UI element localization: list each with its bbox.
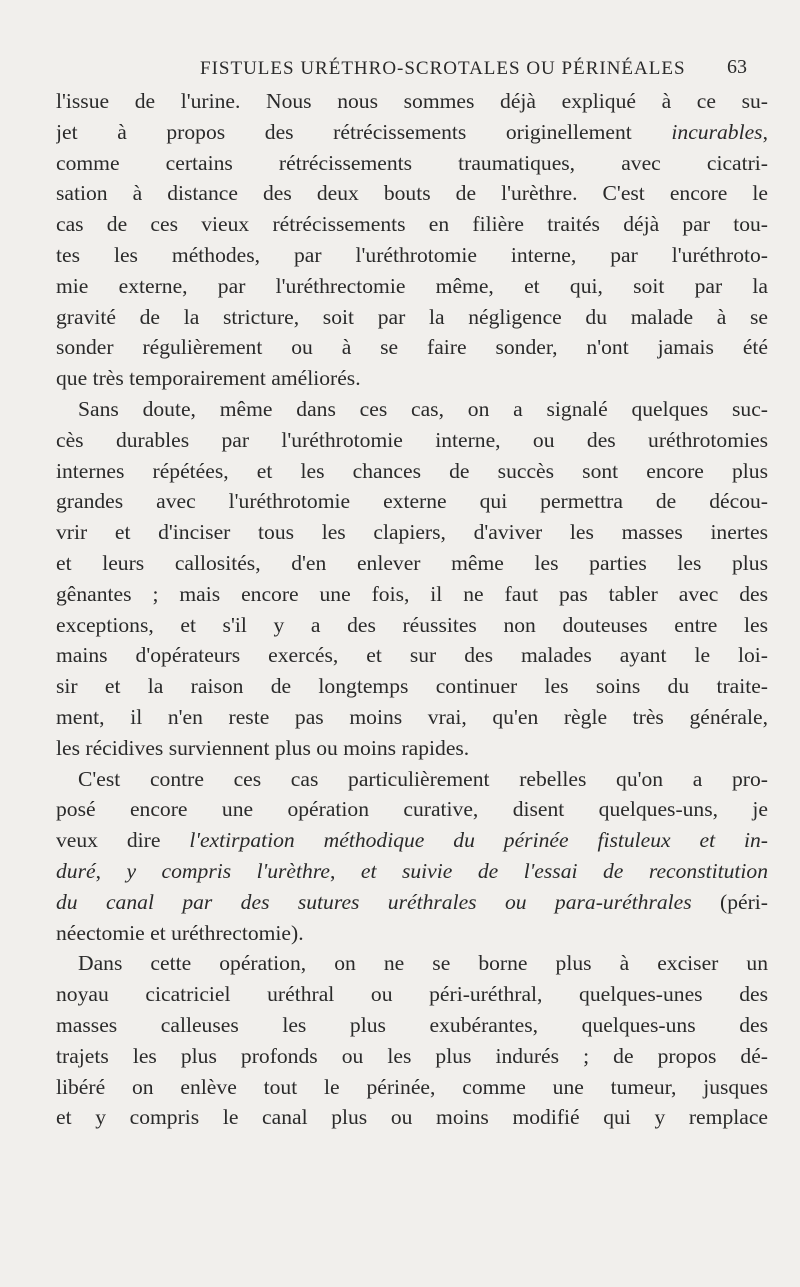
text-line: libéré on enlève tout le périnée, comme une tumeur, jusques (56, 1074, 768, 1099)
body-text (56, 86, 768, 1133)
text-line: exceptions, et s'il y a des réussites non douteuses entre les (56, 612, 768, 637)
text-line: C'est contre ces cas particulièrement rebelles qu'on a pro- (78, 766, 768, 791)
text-line: et y compris le canal plus ou moins modifié qui y remplace (56, 1105, 768, 1130)
text-line: sir et la raison de longtemps continuer les soins du traite- (56, 674, 768, 699)
text-line: l'issue de l'urine. Nous nous sommes déjà expliqué à ce su- (56, 89, 768, 113)
text-line: duré, y compris l'urèthre, et suivie de l'essai de reconstitution (56, 858, 768, 883)
text-line: posé encore une opération curative, disent quelques-uns, je (56, 797, 768, 822)
text-line: gênantes ; mais encore une fois, il ne faut pas tabler avec des (56, 581, 768, 606)
text-line: que très temporairement améliorés. (56, 366, 361, 391)
page-number: 63 (727, 56, 747, 78)
text-line: Dans cette opération, on ne se borne plus à exciser un (78, 951, 768, 976)
text-line: néectomie et uréthrectomie). (56, 920, 304, 945)
text-line: comme certains rétrécissements traumatiques, avec cicatri- (56, 150, 768, 175)
text-line: grandes avec l'uréthrotomie externe qui permettra de décou- (56, 489, 768, 514)
text-line: du canal par des sutures uréthrales ou para-uréthrales (péri- (56, 889, 768, 914)
running-title: FISTULES URÉTHRO-SCROTALES OU PÉRINÉALES (200, 58, 686, 79)
text-line: cès durables par l'uréthrotomie interne, ou des uréthrotomies (56, 427, 768, 452)
text-line: ment, il n'en reste pas moins vrai, qu'en règle très générale, (56, 704, 768, 729)
text-line: les récidives surviennent plus ou moins rapides. (56, 735, 470, 760)
text-line: noyau cicatriciel uréthral ou péri-uréthral, quelques-unes des (56, 982, 768, 1007)
text-line: sonder régulièrement ou à se faire sonder, n'ont jamais été (56, 335, 768, 360)
text-line: trajets les plus profonds ou les plus indurés ; de propos dé- (56, 1043, 768, 1068)
text-line: veux dire l'extirpation méthodique du périnée fistuleux et in- (56, 828, 768, 853)
text-line: tes les méthodes, par l'uréthrotomie interne, par l'uréthroto- (56, 242, 768, 267)
text-line: internes répétées, et les chances de succès sont encore plus (56, 458, 768, 483)
text-line: mie externe, par l'uréthrectomie même, et qui, soit par la (56, 273, 768, 298)
text-line: Sans doute, même dans ces cas, on a signalé quelques suc- (78, 396, 768, 421)
text-line: cas de ces vieux rétrécissements en filière traités déjà par tou- (56, 212, 768, 237)
text-line: gravité de la stricture, soit par la négligence du malade à se (56, 304, 768, 329)
text-line: mains d'opérateurs exercés, et sur des malades ayant le loi- (56, 643, 768, 668)
text-line: jet à propos des rétrécissements originellement incurables, (56, 119, 768, 144)
text-line: sation à distance des deux bouts de l'urèthre. C'est encore le (56, 181, 768, 206)
text-line: vrir et d'inciser tous les clapiers, d'aviver les masses inertes (56, 520, 768, 545)
text-line: masses calleuses les plus exubérantes, quelques-uns des (56, 1012, 768, 1037)
text-line: et leurs callosités, d'en enlever même les parties les plus (56, 550, 768, 575)
